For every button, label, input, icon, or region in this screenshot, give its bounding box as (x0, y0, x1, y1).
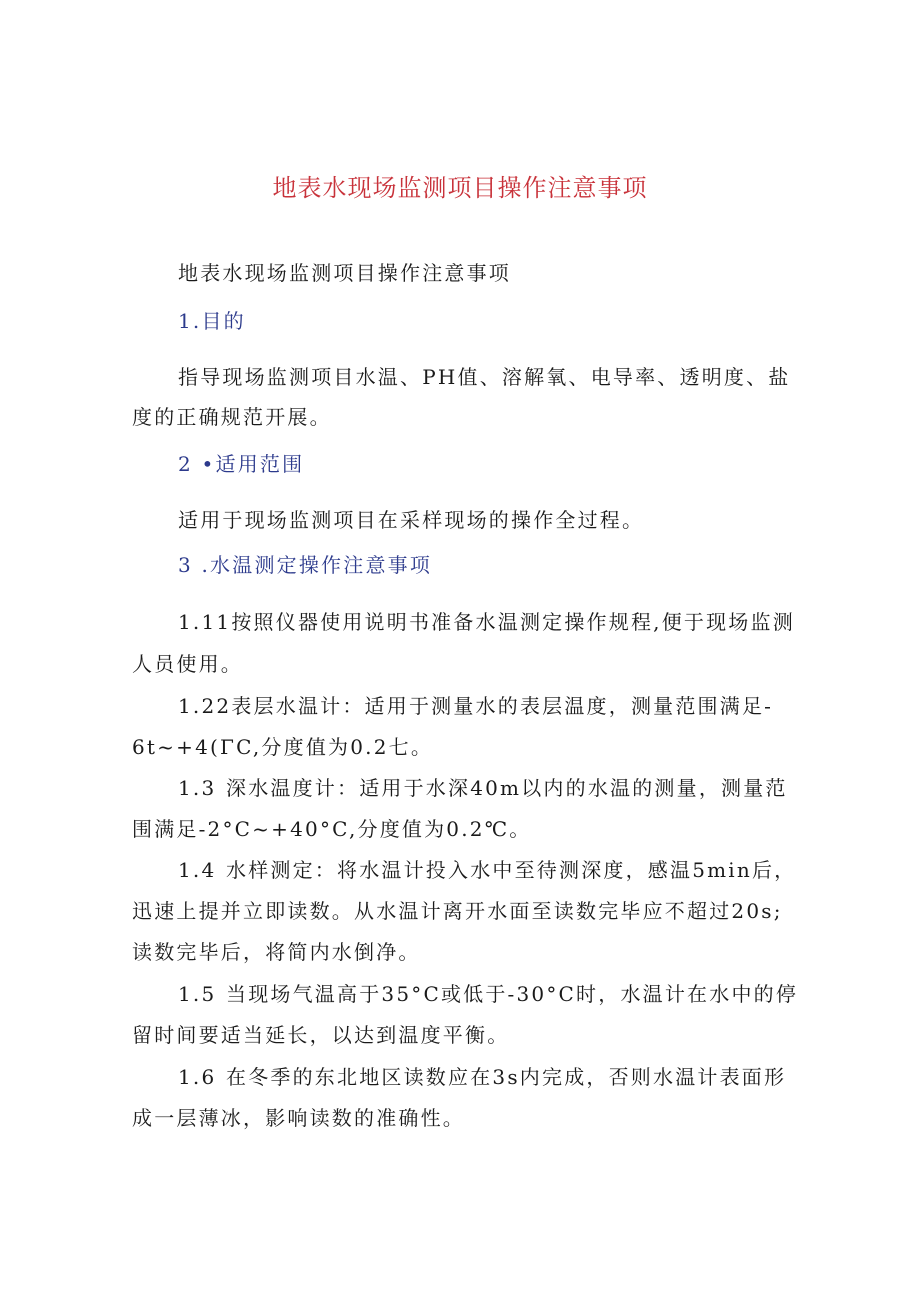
item-text: 2表层水温计：适用于测量水的表层温度，测量范围满足- (216, 694, 774, 718)
purpose-line-2: 度的正确规范开展。 (132, 405, 332, 429)
item-number: 1.2 (178, 694, 217, 718)
item-1-4-line-3: 读数完毕后，将简内水倒净。 (132, 940, 421, 964)
section-title: •适用范围 (201, 452, 305, 476)
purpose-line-1: 指导现场监测项目水温、PH值、溶解氧、电导率、透明度、盐 (178, 365, 791, 389)
section-number: 1. (178, 309, 202, 333)
section-heading-scope (178, 450, 304, 478)
section-title: .水温测定操作注意事项 (201, 553, 433, 577)
item-1-5-line-2: 留时间要适当延长，以达到温度平衡。 (132, 1023, 510, 1047)
item-1-3-line-2: 围满足-2°C~+40°C,分度值为0.2℃。 (132, 817, 532, 841)
item-1-6-line-2: 成一层薄冰，影响读数的准确性。 (132, 1106, 465, 1130)
item-text: 在冬季的东北地区读数应在3s内完成，否则水温计表面形 (226, 1065, 787, 1089)
section-heading-water-temp (178, 551, 432, 579)
item-text: 深水温度计：适用于水深40m以内的水温的测量，测量范 (226, 776, 788, 800)
item-number: 1.4 (178, 858, 217, 882)
document-subtitle: 地表水现场监测项目操作注意事项 (178, 261, 511, 285)
item-1-2-line-1 (178, 692, 773, 720)
item-1-3-line-1 (178, 774, 788, 802)
scope-line-1: 适用于现场监测项目在采样现场的操作全过程。 (178, 508, 645, 532)
item-1-5-line-1 (178, 980, 798, 1008)
item-1-4-line-1 (178, 856, 796, 884)
section-heading-purpose (178, 307, 246, 335)
item-text: 1按照仪器使用说明书准备水温测定操作规程,便于现场监测 (216, 610, 795, 634)
item-text: 当现场气温高于35°C或低于-30°C时，水温计在水中的停 (226, 982, 799, 1006)
item-1-2-line-2: 6t~+4(ΓC,分度值为0.2七。 (132, 735, 434, 759)
document-title: 地表水现场监测项目操作注意事项 (272, 174, 648, 202)
item-1-6-line-1 (178, 1063, 786, 1091)
section-number: 3 (178, 553, 193, 577)
item-number: 1.3 (178, 776, 217, 800)
item-number: 1.1 (178, 610, 217, 634)
item-number: 1.5 (178, 982, 217, 1006)
item-text: 水样测定：将水温计投入水中至待测深度，感温5min后， (226, 858, 797, 882)
item-1-1-line-2: 人员使用。 (132, 652, 243, 676)
item-1-4-line-2: 迅速上提并立即读数。从水温计离开水面至读数完毕应不超过20s; (132, 899, 783, 923)
section-number: 2 (178, 452, 193, 476)
item-number: 1.6 (178, 1065, 217, 1089)
item-1-1-line-1 (178, 608, 795, 636)
section-title: 目的 (201, 309, 246, 333)
